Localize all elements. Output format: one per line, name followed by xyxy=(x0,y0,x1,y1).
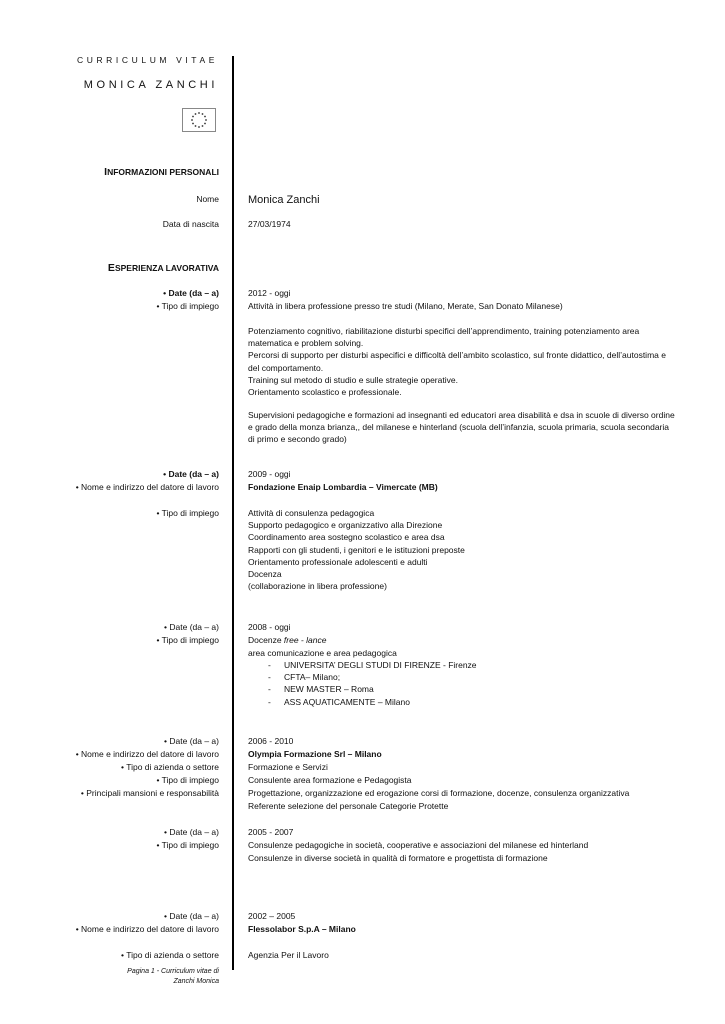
job6-sector: Agenzia Per il Lavoro xyxy=(248,950,329,960)
job4-duties: Progettazione, organizzazione ed erogazione corsi di formazione, docenze, consulenza organizzativa xyxy=(248,788,630,798)
job3-date-label: • Date (da – a) xyxy=(164,622,219,632)
job6-employer-label: • Nome e indirizzo del datore di lavoro xyxy=(75,924,219,934)
job4-employer-label: • Nome e indirizzo del datore di lavoro xyxy=(75,749,219,759)
job3-institutions-list xyxy=(268,659,477,708)
section-work-experience: ESPERIENZA LAVORATIVA xyxy=(107,262,219,274)
job5-type-label: • Tipo di impiego xyxy=(156,840,219,850)
job2-duties: Attività di consulenza pedagogica Supporto pedagogico e organizzativo alla Direzione Coordinamento area sostegno scolastico e area dsa Rapporti con gli studenti, i genitori e le istituzioni preposte Orientamento professionale adolescenti e adulti Docenza (collaborazione in libera professione) xyxy=(248,508,465,592)
job2-date-label: • Date (da – a) xyxy=(163,469,219,479)
job4-sector: Formazione e Servizi xyxy=(248,762,328,772)
job4-duties-label: • Principali mansioni e responsabilità xyxy=(80,788,219,798)
vertical-divider xyxy=(232,56,234,970)
section-personal-info: INFORMAZIONI PERSONALI xyxy=(104,166,219,178)
name-label: Nome xyxy=(196,194,219,204)
footer-line-2: Zanchi Monica xyxy=(173,977,219,985)
job1-description: Potenziamento cognitivo, riabilitazione disturbi specifici dell’apprendimento, training potenziamento area matematica e problem solving. Percorsi di supporto per disturbi aspecifici e difficoltà dell’ambito scolastico, sul fronte didattico, dell’autostima e del comportamento. Training sul metodo di studio e sulle strategie operative. Orientamento scolastico e professionale. xyxy=(248,326,666,398)
list-item: - ASS AQUATICAMENTE – Milano xyxy=(268,696,477,708)
job4-date: 2006 - 2010 xyxy=(248,736,294,746)
job2-date: 2009 - oggi xyxy=(248,469,291,479)
job2-type-label: • Tipo di impiego xyxy=(156,508,219,518)
job1-type-label: • Tipo di impiego xyxy=(156,301,219,311)
job4-type-label: • Tipo di impiego xyxy=(156,775,219,785)
job4-type: Consulente area formazione e Pedagogista xyxy=(248,775,412,785)
footer-line-1: Pagina 1 - Curriculum vitae di xyxy=(127,968,219,975)
job3-date: 2008 - oggi xyxy=(248,622,291,632)
job3-area: area comunicazione e area pedagogica xyxy=(248,648,397,658)
list-item: - CFTA– Milano; xyxy=(268,671,477,683)
job2-employer-label: • Nome e indirizzo del datore di lavoro xyxy=(75,482,219,492)
job4-date-label: • Date (da – a) xyxy=(164,736,219,746)
job5-line-1: Consulenze pedagogiche in società, cooperative e associazioni del milanese ed hinterland xyxy=(248,840,589,850)
job5-line-2: Consulenze in diverse società in qualità di formatore e progettista di formazione xyxy=(248,853,548,863)
job1-date-label: • Date (da – a) xyxy=(163,288,219,298)
birth-date-label: Data di nascita xyxy=(162,219,219,229)
job3-type: Docenze free - lance xyxy=(248,635,327,645)
list-item: - UNIVERSITA’ DEGLI STUDI DI FIRENZE - Firenze xyxy=(268,659,477,671)
job6-date-label: • Date (da – a) xyxy=(164,911,219,921)
job4-sector-label: • Tipo di azienda o settore xyxy=(121,762,219,772)
job1-type: Attività in libera professione presso tre studi (Milano, Merate, San Donato Milanese) xyxy=(248,301,563,311)
list-item: - NEW MASTER – Roma xyxy=(268,683,477,695)
job2-employer: Fondazione Enaip Lombardia – Vimercate (MB) xyxy=(248,482,438,492)
job1-date: 2012 - oggi xyxy=(248,288,291,298)
job4-employer: Olympia Formazione Srl – Milano xyxy=(248,749,382,759)
job3-type-label: • Tipo di impiego xyxy=(156,635,219,645)
cv-person-name: MONICA ZANCHI xyxy=(83,79,218,91)
job6-sector-label: • Tipo di azienda o settore xyxy=(121,950,219,960)
job6-employer: Flessolabor S.p.A – Milano xyxy=(248,924,356,934)
job5-date: 2005 - 2007 xyxy=(248,827,294,837)
page-footer xyxy=(127,967,219,986)
job4-duties-2: Referente selezione del personale Categorie Protette xyxy=(248,801,449,811)
eu-flag-icon xyxy=(182,108,216,132)
job1-supervision: Supervisioni pedagogiche e formazioni ad insegnanti ed educatori area disabilità e dsa in scuole di diverso ordine e grado della monza brianza,, del milanese e hinterland (scuola dell’infanzia, scuola primaria, scuola secondaria di primo e secondo grado) xyxy=(248,410,675,445)
name-value: Monica Zanchi xyxy=(248,194,320,206)
job6-date: 2002 – 2005 xyxy=(248,911,296,921)
cv-title: CURRICULUM VITAE xyxy=(76,55,218,65)
birth-date-value: 27/03/1974 xyxy=(248,219,291,229)
job5-date-label: • Date (da – a) xyxy=(164,827,219,837)
